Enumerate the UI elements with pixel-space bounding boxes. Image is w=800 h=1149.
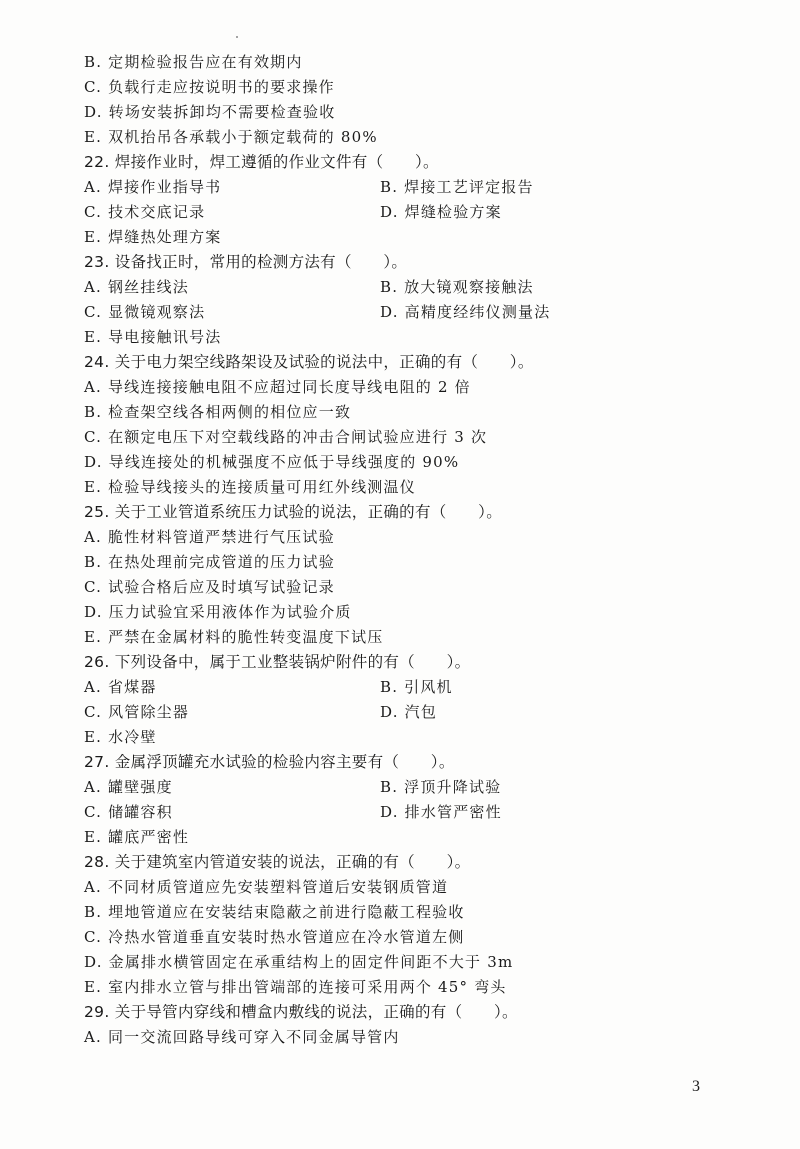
question-28: 28. 关于建筑室内管道安装的说法，正确的有（ ）。: [84, 853, 471, 871]
q23-option-b: B. 放大镜观察接触法: [380, 278, 534, 296]
q27-option-b: B. 浮顶升降试验: [380, 778, 502, 796]
question-23: 23. 设备找正时，常用的检测方法有（ ）。: [84, 253, 408, 271]
question-26: 26. 下列设备中，属于工业整装锅炉附件的有（ ）。: [84, 653, 471, 671]
q21-option-c: C. 负载行走应按说明书的要求操作: [84, 78, 335, 96]
q21-option-e: E. 双机抬吊各承载小于额定载荷的 80%: [84, 128, 378, 146]
q29-option-a: A. 同一交流回路导线可穿入不同金属导管内: [84, 1028, 400, 1046]
question-29: 29. 关于导管内穿线和槽盒内敷线的说法，正确的有（ ）。: [84, 1003, 518, 1021]
question-27: 27. 金属浮顶罐充水试验的检验内容主要有（ ）。: [84, 753, 455, 771]
q22-option-c: C. 技术交底记录: [84, 203, 206, 221]
q24-option-e: E. 检验导线接头的连接质量可用红外线测温仪: [84, 478, 416, 496]
q27-option-d: D. 排水管严密性: [380, 803, 502, 821]
q23-option-d: D. 高精度经纬仪测量法: [380, 303, 551, 321]
q26-option-c: C. 风管除尘器: [84, 703, 190, 721]
q21-option-b: B. 定期检验报告应在有效期内: [84, 53, 303, 71]
question-22: 22. 焊接作业时，焊工遵循的作业文件有（ ）。: [84, 153, 439, 171]
q24-option-b: B. 检查架空线各相两侧的相位应一致: [84, 403, 352, 421]
q26-option-b: B. 引风机: [380, 678, 453, 696]
q24-option-d: D. 导线连接处的机械强度不应低于导线强度的 90%: [84, 453, 460, 471]
question-24: 24. 关于电力架空线路架设及试验的说法中，正确的有（ ）。: [84, 353, 534, 371]
q23-option-a: A. 钢丝挂线法: [84, 278, 189, 296]
q27-option-e: E. 罐底严密性: [84, 828, 190, 846]
q25-option-d: D. 压力试验宜采用液体作为试验介质: [84, 603, 352, 621]
q23-option-c: C. 显微镜观察法: [84, 303, 206, 321]
q27-option-a: A. 罐壁强度: [84, 778, 173, 796]
question-25: 25. 关于工业管道系统压力试验的说法，正确的有（ ）。: [84, 503, 503, 521]
q28-option-d: D. 金属排水横管固定在承重结构上的固定件间距不大于 3m: [84, 953, 514, 971]
page-number: 3: [692, 1078, 700, 1095]
q23-option-e: E. 导电接触讯号法: [84, 328, 222, 346]
q28-option-a: A. 不同材质管道应先安装塑料管道后安装钢质管道: [84, 878, 449, 896]
q28-option-b: B. 埋地管道应在安装结束隐蔽之前进行隐蔽工程验收: [84, 903, 465, 921]
scan-speck: [236, 36, 238, 38]
q26-option-e: E. 水冷壁: [84, 728, 157, 746]
q25-option-e: E. 严禁在金属材料的脆性转变温度下试压: [84, 628, 384, 646]
q26-option-a: A. 省煤器: [84, 678, 157, 696]
q21-option-d: D. 转场安装拆卸均不需要检查验收: [84, 103, 336, 121]
q25-option-c: C. 试验合格后应及时填写试验记录: [84, 578, 335, 596]
q25-option-b: B. 在热处理前完成管道的压力试验: [84, 553, 335, 571]
q24-option-a: A. 导线连接接触电阻不应超过同长度导线电阻的 2 倍: [84, 378, 471, 396]
q22-option-b: B. 焊接工艺评定报告: [380, 178, 534, 196]
q25-option-a: A. 脆性材料管道严禁进行气压试验: [84, 528, 335, 546]
q28-option-e: E. 室内排水立管与排出管端部的连接可采用两个 45° 弯头: [84, 978, 507, 996]
q28-option-c: C. 冷热水管道垂直安装时热水管道应在冷水管道左侧: [84, 928, 465, 946]
q24-option-c: C. 在额定电压下对空载线路的冲击合闸试验应进行 3 次: [84, 428, 488, 446]
q22-option-d: D. 焊缝检验方案: [380, 203, 502, 221]
q22-option-a: A. 焊接作业指导书: [84, 178, 222, 196]
q27-option-c: C. 储罐容积: [84, 803, 173, 821]
q26-option-d: D. 汽包: [380, 703, 438, 721]
q22-option-e: E. 焊缝热处理方案: [84, 228, 222, 246]
